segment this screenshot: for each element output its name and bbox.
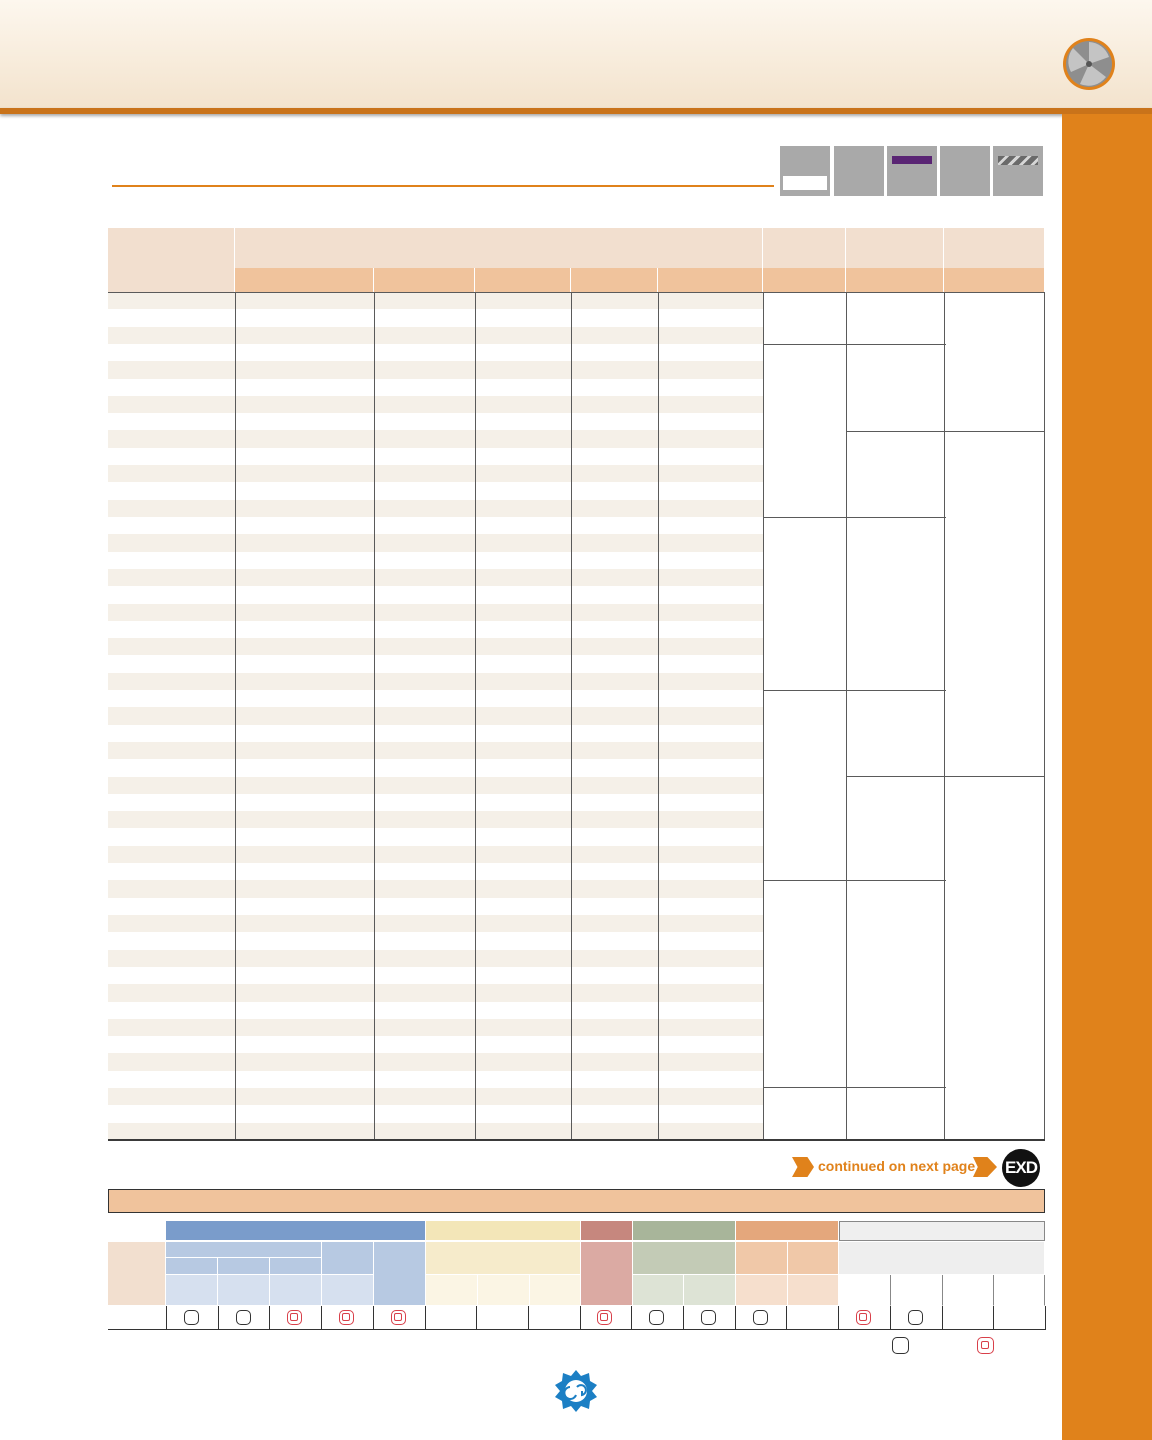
table-header-cell	[108, 228, 235, 292]
column-rule	[235, 292, 236, 1140]
material-group	[839, 1221, 1045, 1241]
column-rule	[571, 292, 572, 1140]
table-row	[108, 327, 763, 344]
material-cell	[478, 1275, 530, 1306]
recommended-symbol-icon	[856, 1310, 871, 1325]
symbol-divider	[373, 1306, 374, 1330]
table-subheader-cell	[846, 268, 944, 292]
material-cell	[426, 1275, 478, 1306]
table-subheader-cell	[658, 268, 763, 292]
cell-divider	[763, 880, 946, 881]
material-subgroup	[218, 1258, 270, 1275]
table-row	[108, 569, 763, 586]
material-cell	[891, 1275, 943, 1306]
symbol-divider	[942, 1306, 943, 1330]
symbol-divider	[890, 1306, 891, 1330]
table-header-group	[235, 228, 763, 268]
table-top-rule	[108, 292, 1045, 293]
material-cell	[994, 1275, 1045, 1306]
table-row	[108, 915, 763, 932]
material-subgroup	[839, 1242, 1045, 1275]
table-subheader-cell	[944, 268, 1045, 292]
symbol-divider	[735, 1306, 736, 1330]
good-symbol-icon	[908, 1310, 923, 1325]
symbol-divider	[993, 1306, 994, 1330]
good-symbol-icon	[649, 1310, 664, 1325]
symbol-divider	[1045, 1306, 1046, 1330]
good-symbol-icon	[184, 1310, 199, 1325]
side-index-tab	[1062, 114, 1152, 1440]
materials-label-cell	[108, 1242, 166, 1306]
material-cell	[633, 1275, 684, 1306]
swatch-striped-bar-icon	[993, 146, 1043, 196]
cell-divider	[763, 517, 946, 518]
header-rule	[0, 108, 1152, 114]
table-row	[108, 1123, 763, 1140]
cell-divider	[846, 431, 1045, 432]
material-cell	[736, 1275, 788, 1306]
material-subgroup	[166, 1242, 322, 1258]
title-underline	[112, 185, 774, 187]
material-subgroup	[270, 1258, 322, 1275]
symbol-divider	[683, 1306, 684, 1330]
table-row	[108, 880, 763, 897]
table-row	[108, 707, 763, 724]
material-cell	[270, 1275, 322, 1306]
symbol-divider	[425, 1306, 426, 1330]
material-subgroup	[788, 1242, 839, 1275]
column-rule	[1044, 292, 1045, 1140]
column-rule	[475, 292, 476, 1140]
material-subgroup	[374, 1242, 426, 1306]
material-subgroup	[736, 1242, 788, 1275]
symbol-divider	[786, 1306, 787, 1330]
continued-label: continued on next page	[818, 1158, 976, 1174]
swatch-purple-bar-icon	[887, 146, 937, 196]
table-row	[108, 396, 763, 413]
table-row	[108, 604, 763, 621]
material-suitability-table	[108, 1221, 1045, 1331]
column-rule	[763, 292, 764, 1140]
column-rule	[944, 292, 945, 1140]
good-symbol-icon	[236, 1310, 251, 1325]
table-row	[108, 673, 763, 690]
recommended-symbol-icon	[391, 1310, 406, 1325]
material-subgroup	[426, 1242, 581, 1275]
symbol-divider	[838, 1306, 839, 1330]
suitability-symbol-row	[108, 1306, 1045, 1330]
continued-note[interactable]	[792, 1152, 1042, 1184]
good-symbol-icon	[892, 1337, 909, 1354]
material-group	[633, 1221, 736, 1241]
material-cell	[839, 1275, 891, 1306]
table-header-cell	[763, 228, 846, 268]
arrow-right-icon	[973, 1157, 997, 1177]
material-subgroup	[581, 1242, 633, 1306]
column-rule	[846, 292, 847, 1140]
table-header-cell	[944, 228, 1045, 268]
material-group-steel	[166, 1221, 426, 1241]
symbol-divider	[631, 1306, 632, 1330]
symbol-divider	[269, 1306, 270, 1330]
table-bottom-rule	[108, 1139, 1045, 1141]
header-band	[0, 0, 1152, 108]
table-row	[108, 846, 763, 863]
material-cell	[943, 1275, 994, 1306]
recommended-symbol-icon	[339, 1310, 354, 1325]
symbol-divider	[580, 1306, 581, 1330]
material-subgroup	[166, 1258, 218, 1275]
table-row	[108, 465, 763, 482]
cell-divider	[763, 1087, 946, 1088]
material-cell	[788, 1275, 839, 1306]
swatch-plain-icon	[834, 146, 884, 196]
series-badge: EXD	[1002, 1149, 1040, 1187]
material-group	[581, 1221, 633, 1241]
table-row	[108, 1019, 763, 1036]
table-row	[108, 430, 763, 447]
materials-title-bar	[108, 1189, 1045, 1213]
recommended-symbol-icon	[287, 1310, 302, 1325]
material-subgroup	[322, 1242, 374, 1275]
material-cell	[218, 1275, 270, 1306]
good-symbol-icon	[753, 1310, 768, 1325]
table-subheader-cell	[374, 268, 475, 292]
table-subheader-cell	[763, 268, 846, 292]
table-row	[108, 950, 763, 967]
cell-divider	[763, 690, 946, 691]
table-row	[108, 1088, 763, 1105]
table-header-cell	[846, 228, 944, 268]
material-subgroup	[633, 1242, 736, 1275]
swatch-white-bar-icon	[780, 146, 830, 196]
symbol-divider	[321, 1306, 322, 1330]
symbol-divider	[528, 1306, 529, 1330]
osg-logo-icon	[553, 1368, 599, 1414]
table-row	[108, 777, 763, 794]
table-subheader-cell	[571, 268, 658, 292]
material-group	[426, 1221, 581, 1241]
symbol-divider	[476, 1306, 477, 1330]
table-row	[108, 361, 763, 378]
product-table	[108, 228, 1045, 1140]
table-subheader-cell	[235, 268, 374, 292]
recommended-symbol-icon	[977, 1337, 994, 1354]
good-symbol-icon	[701, 1310, 716, 1325]
arrow-right-icon	[792, 1157, 814, 1177]
table-row	[108, 534, 763, 551]
material-cell	[684, 1275, 736, 1306]
recommended-symbol-icon	[597, 1310, 612, 1325]
symbol-divider	[166, 1306, 167, 1330]
table-row	[108, 811, 763, 828]
symbol-divider	[218, 1306, 219, 1330]
table-row	[108, 638, 763, 655]
merged-column-area	[763, 292, 1045, 1140]
column-rule	[658, 292, 659, 1140]
table-row	[108, 1053, 763, 1070]
table-row	[108, 292, 763, 309]
table-row	[108, 984, 763, 1001]
column-rule	[374, 292, 375, 1140]
swatch-plain-icon	[940, 146, 990, 196]
material-cell	[530, 1275, 581, 1306]
material-cell	[322, 1275, 374, 1306]
table-row	[108, 500, 763, 517]
material-group	[736, 1221, 839, 1241]
material-cell	[166, 1275, 218, 1306]
table-subheader-cell	[475, 268, 571, 292]
table-row	[108, 742, 763, 759]
cell-divider	[846, 776, 1045, 777]
cell-divider	[763, 344, 946, 345]
end-mill-cross-section-icon	[1060, 37, 1118, 95]
